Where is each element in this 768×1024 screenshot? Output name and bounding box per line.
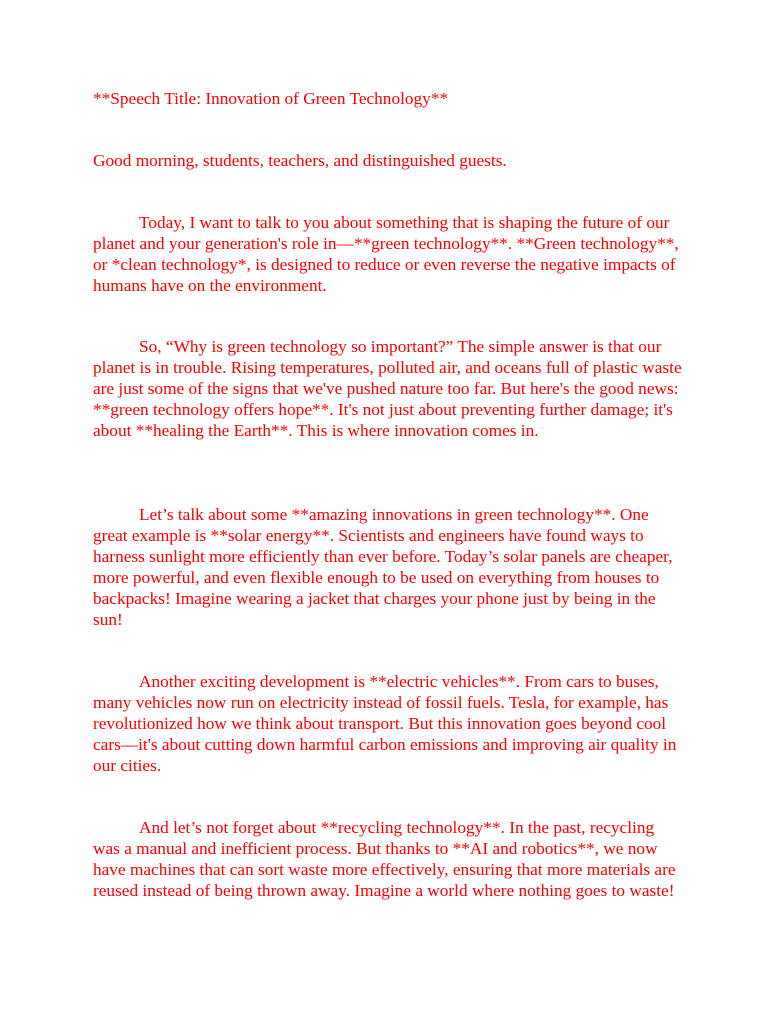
greeting-line: Good morning, students, teachers, and distinguished guests. [93,151,507,170]
paragraph-electric-vehicles: Another exciting development is **electric vehicles**. From cars to buses, many vehicles now run on electricity instead of fossil fuels. Tesla, for example, has revolutionized how we think about transport. But this innovation goes beyond cool cars—it's about cutting down harmful carbon emissions and improving air quality in our cities. [93,672,677,775]
paragraph-solar-energy: Let’s talk about some **amazing innovations in green technology**. One great example is **solar energy**. Scientists and engineers have found ways to harness sunlight more efficiently than ever before. Today’s solar panels are cheaper, more powerful, and even flexible enough to be used on everything from houses to backpacks! Imagine wearing a jacket that charges your phone just by being in the sun! [93,505,673,629]
paragraph-importance: So, “Why is green technology so important?” The simple answer is that our planet is in trouble. Rising temperatures, polluted air, and oceans full of plastic waste are just some of the signs that we've pushed nature too far. But here's the good news: **green technology offers hope**. It's not just about preventing further damage; it's about **healing the Earth**. This is where innovation comes in. [93,337,682,440]
paragraph-intro: Today, I want to talk to you about something that is shaping the future of our planet and your generation's role in—**green technology**. **Green technology**, or *clean technology*, is designed to reduce or even reverse the negative impacts of humans have on the environment. [93,213,679,295]
speech-title: **Speech Title: Innovation of Green Technology** [93,89,449,108]
paragraph-recycling-technology: And let’s not forget about **recycling technology**. In the past, recycling was a manual and inefficient process. But thanks to **AI and robotics**, we now have machines that can sort waste more effectively, ensuring that more materials are reused instead of being thrown away. Imagine a world where nothing goes to waste! [93,818,676,900]
